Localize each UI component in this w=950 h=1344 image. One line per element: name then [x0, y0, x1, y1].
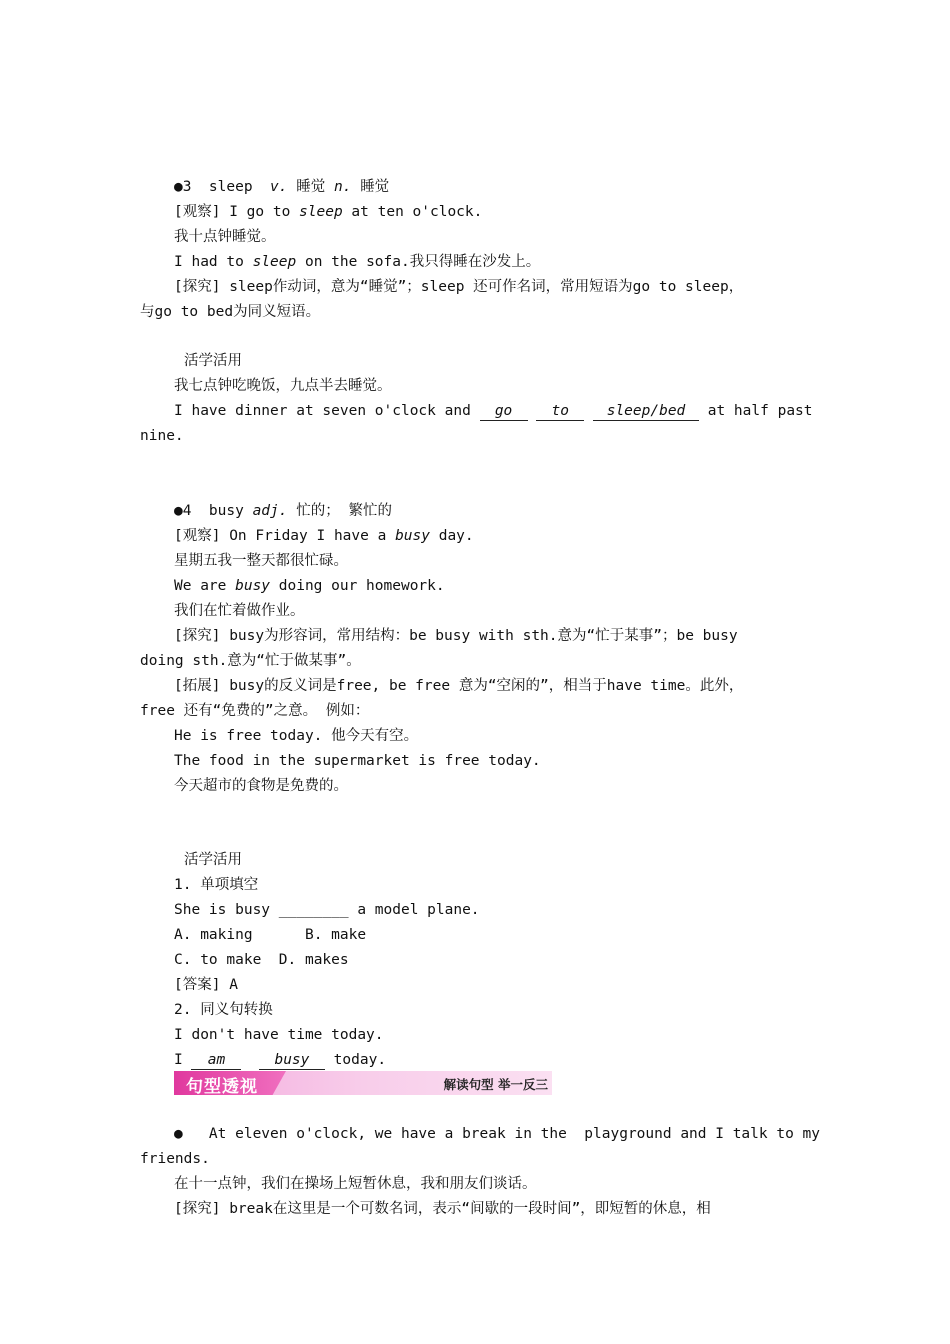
section-3-example: I had to sleep on the sofa.我只得睡在沙发上。 — [174, 254, 541, 270]
question-2-title: 2. 同义句转换 — [174, 1002, 273, 1018]
practice-1-sentence: I have dinner at seven o'clock and go to sleep/bed at half past — [174, 403, 813, 419]
sentence-analysis-banner — [174, 1071, 552, 1095]
section-3-observe-translation: 我十点钟睡觉。 — [174, 229, 276, 245]
question-1-answer: [答案] A — [174, 977, 238, 993]
practice-1-title: 活学活用 — [184, 353, 242, 369]
question-1-title: 1. 单项填空 — [174, 877, 259, 893]
blank-to: to — [536, 403, 584, 421]
section-4-explore-line-1: [探究] busy为形容词，常用结构：be busy with sth.意为“忙于某事”；be busy — [174, 628, 738, 644]
sentence-translation: 在十一点钟，我们在操场上短暂休息，我和朋友们谈话。 — [174, 1176, 537, 1192]
section-4-explore-line-2: doing sth.意为“忙于做某事”。 — [140, 653, 361, 669]
blank-go: go — [480, 403, 528, 421]
option-d: D. makes — [278, 952, 349, 968]
question-2-stem: I don't have time today. — [174, 1027, 384, 1043]
section-4-observe-translation: 星期五我一整天都很忙碌。 — [174, 553, 348, 569]
option-b: B. make — [304, 927, 367, 943]
blank-busy: busy — [259, 1052, 325, 1070]
question-1-options-ab — [174, 925, 366, 945]
section-4-heading: ●4 busy adj. 忙的； 繁忙的 — [174, 503, 392, 519]
blank-am: am — [191, 1052, 241, 1070]
section-4-example-2: He is free today. 他今天有空。 — [174, 728, 419, 744]
section-4-example-translation: 我们在忙着做作业。 — [174, 603, 305, 619]
section-3-explore-line-1: [探究] sleep作动词，意为“睡觉”；sleep 还可作名词，常用短语为go to sleep， — [174, 279, 744, 295]
practice-1-sentence-cont: nine. — [140, 428, 184, 444]
banner-title: 句型透视 — [186, 1077, 258, 1097]
sentence-explore: [探究] break在这里是一个可数名词，表示“间歇的一段时间”，即短暂的休息，相 — [174, 1201, 711, 1217]
section-3-explore-line-2: 与go to bed为同义短语。 — [140, 304, 321, 320]
section-4-example-3-translation: 今天超市的食物是免费的。 — [174, 778, 348, 794]
blank-sleep-bed: sleep/bed — [593, 403, 699, 421]
section-3-heading: ●3 sleep v. 睡觉 n. 睡觉 — [174, 179, 390, 195]
section-4-observe: [观察] On Friday I have a busy day. — [174, 528, 474, 544]
sentence-line-2: friends. — [140, 1151, 210, 1167]
section-3-observe: [观察] I go to sleep at ten o'clock. — [174, 204, 483, 220]
question-2-answer: I am busy today. — [174, 1052, 387, 1068]
section-4-example-3: The food in the supermarket is free today. — [174, 753, 541, 769]
section-4-extend-line-2: free 还有“免费的”之意。 例如： — [140, 703, 370, 719]
banner-subtitle: 解读句型 举一反三 — [443, 1077, 548, 1092]
section-4-example: We are busy doing our homework. — [174, 578, 445, 594]
practice-1-chinese: 我七点钟吃晚饭，九点半去睡觉。 — [174, 378, 392, 394]
practice-2-title: 活学活用 — [184, 852, 242, 868]
sentence-line-1: ● At eleven o'clock, we have a break in the playground and I talk to my — [174, 1126, 821, 1142]
question-1-options-cd — [174, 950, 349, 970]
option-c: C. to make — [174, 952, 262, 968]
option-a: A. making — [174, 927, 253, 943]
section-4-extend-line-1: [拓展] busy的反义词是free, be free 意为“空闲的”，相当于have time。此外， — [174, 678, 744, 694]
question-1-stem: She is busy ________ a model plane. — [174, 902, 480, 918]
